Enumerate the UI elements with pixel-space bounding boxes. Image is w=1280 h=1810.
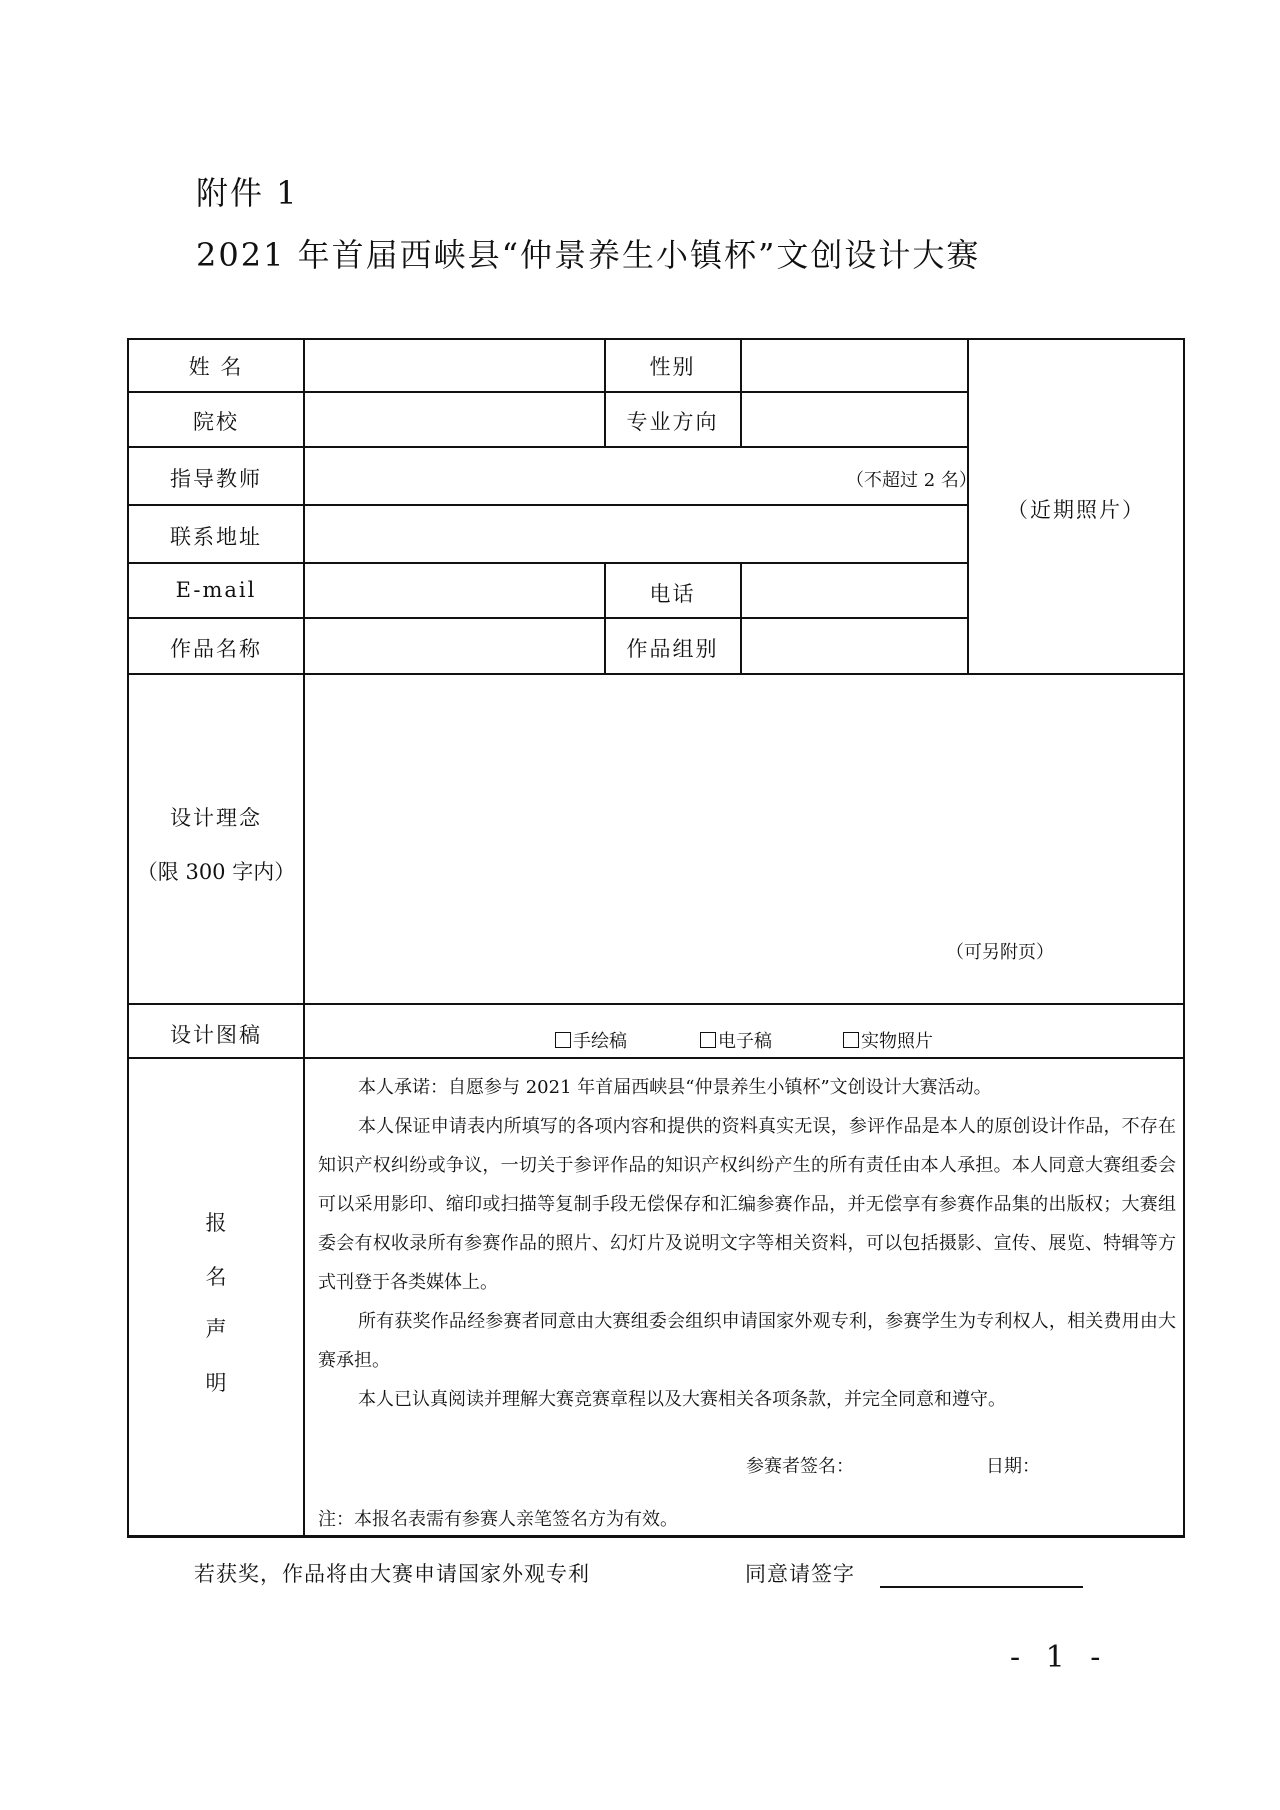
table-right-border xyxy=(1183,338,1185,1536)
draft-option-label: 电子稿 xyxy=(718,1031,772,1052)
address-label: 联系地址 xyxy=(170,525,262,549)
address-field[interactable] xyxy=(305,506,965,561)
name-field[interactable] xyxy=(305,340,603,390)
draft-option-label: 实物照片 xyxy=(861,1031,933,1052)
table-top-border xyxy=(127,338,1185,340)
row-line-7 xyxy=(127,1003,1185,1005)
declaration-para: 本人已认真阅读并理解大赛竞赛章程以及大赛相关各项条款，并完全同意和遵守。 xyxy=(358,1389,1006,1410)
draft-option-digital[interactable] xyxy=(700,1027,772,1053)
row-line-8 xyxy=(127,1057,1185,1059)
advisor-label: 指导教师 xyxy=(170,467,262,491)
major-label: 专业方向 xyxy=(626,410,719,434)
date-label: 日期： xyxy=(986,1456,1040,1477)
patent-notice: 若获奖，作品将由大赛申请国家外观专利 xyxy=(194,1562,590,1586)
advisor-note: （不超过 2 名） xyxy=(846,470,977,491)
table-left-border xyxy=(127,338,129,1536)
table-bottom-border xyxy=(127,1535,1185,1538)
declaration-label-char: 声 xyxy=(205,1317,227,1341)
page-number: - 1 - xyxy=(1010,1640,1109,1675)
concept-extra-page-note: （可另附页） xyxy=(946,942,1054,963)
declaration-label-char: 明 xyxy=(205,1371,227,1395)
declaration-para: 本人保证申请表内所填写的各项内容和提供的资料真实无误，参评作品是本人的原创设计作品，不存在知识产权纠纷或争议，一切关于参评作品的知识产权纠纷产生的所有责任由本人承担。本人同意大赛组委会可以采用影印、缩印或扫描等复制手段无偿保存和汇编参赛作品，并无偿享有参赛作品集的出版权；大赛组委会有权收录所有参赛作品的照片、幻灯片及说明文字等相关资料，可以包括摄影、宣传、展览、特辑等方式刊登于各类媒体上。 xyxy=(318,1116,1176,1293)
name-label: 姓 名 xyxy=(188,355,244,379)
phone-field[interactable] xyxy=(742,564,966,616)
work-group-field[interactable] xyxy=(742,619,966,672)
photo-placeholder: （近期照片） xyxy=(1007,498,1145,522)
consent-signature-line[interactable] xyxy=(880,1586,1083,1588)
email-label: E-mail xyxy=(175,578,257,602)
checkbox-icon[interactable] xyxy=(555,1032,571,1048)
gender-label: 性别 xyxy=(649,355,696,379)
drafts-label: 设计图稿 xyxy=(170,1023,262,1047)
signature-label: 参赛者签名： xyxy=(746,1456,854,1477)
work-name-field[interactable] xyxy=(305,619,603,672)
concept-label: 设计理念 xyxy=(170,806,262,830)
page-title: 2021 年首届西峡县“仲景养生小镇杯”文创设计大赛 xyxy=(196,236,981,274)
checkbox-icon[interactable] xyxy=(843,1032,859,1048)
work-name-label: 作品名称 xyxy=(170,637,262,661)
signature-field[interactable] xyxy=(860,1445,980,1475)
declaration-label-char: 名 xyxy=(205,1265,227,1289)
date-field[interactable] xyxy=(1040,1445,1170,1475)
declaration-para: 本人承诺：自愿参与 2021 年首届西峡县“仲景养生小镇杯”文创设计大赛活动。 xyxy=(358,1077,992,1098)
draft-option-label: 手绘稿 xyxy=(573,1031,627,1052)
school-field[interactable] xyxy=(305,393,603,445)
consent-label: 同意请签字 xyxy=(745,1562,855,1586)
declaration-text xyxy=(318,1068,1176,1419)
concept-limit: （限 300 字内） xyxy=(136,860,296,884)
phone-label: 电话 xyxy=(649,582,696,606)
signature-validity-note: 注：本报名表需有参赛人亲笔签名方为有效。 xyxy=(318,1509,678,1530)
gender-field[interactable] xyxy=(742,340,966,390)
email-field[interactable] xyxy=(305,564,603,616)
declaration-label-char: 报 xyxy=(205,1211,227,1235)
work-group-label: 作品组别 xyxy=(626,637,719,661)
attachment-label: 附件 1 xyxy=(196,174,299,212)
draft-option-photo[interactable] xyxy=(843,1027,933,1053)
checkbox-icon[interactable] xyxy=(700,1032,716,1048)
declaration-para: 所有获奖作品经参赛者同意由大赛组委会组织申请国家外观专利，参赛学生为专利权人，相关费用由大赛承担。 xyxy=(318,1311,1176,1371)
school-label: 院校 xyxy=(193,410,239,434)
draft-option-hand[interactable] xyxy=(555,1027,627,1053)
major-field[interactable] xyxy=(742,393,966,445)
